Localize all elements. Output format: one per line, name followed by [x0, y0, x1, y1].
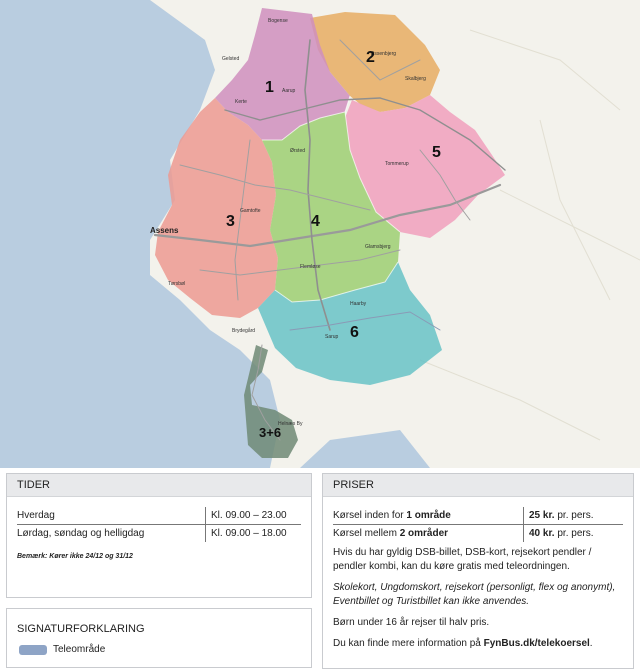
legend-title: SIGNATURFORKLARING [17, 623, 145, 635]
price-unit: pr. pers. [554, 528, 594, 539]
legend-swatch [19, 645, 47, 655]
more-info-end: . [589, 638, 593, 649]
divider [523, 525, 524, 542]
divider [205, 507, 206, 524]
zone-3-label: 3 [226, 213, 235, 230]
town-label: Tørsbøl [168, 281, 186, 287]
town-label: Glamsbjerg [365, 244, 391, 250]
zone-6-label: 6 [350, 324, 359, 341]
price-description [333, 510, 451, 521]
zone-1-label: 1 [265, 79, 274, 96]
priser-more-info [333, 637, 623, 651]
zone-4-label: 4 [311, 213, 320, 230]
tider-row-weekday [7, 507, 311, 524]
fynbus-link[interactable]: FynBus.dk/telekoersel [483, 638, 590, 649]
price-value [529, 528, 594, 539]
priser-excluded-text: Skolekort, Ungdomskort, rejsekort (personligt, flex og anonymt), Eventbillet og Turistbillet kan ikke anvendes. [333, 582, 616, 607]
priser-panel [322, 473, 634, 669]
price-amount: 40 kr. [529, 528, 555, 539]
town-label: Skalbjerg [405, 76, 426, 82]
price-description [333, 528, 448, 539]
tider-time: Kl. 09.00 – 18.00 [211, 528, 287, 539]
town-label: Brydegård [232, 328, 256, 334]
zone-5-label: 5 [432, 144, 441, 161]
price-value [529, 510, 594, 521]
tider-row-weekend [7, 525, 311, 542]
priser-children-text: Børn under 16 år rejser til halv pris. [333, 617, 490, 628]
priser-title: PRISER [323, 474, 633, 497]
town-label: Sarup [325, 334, 339, 340]
town-label-assens: Assens [150, 226, 179, 235]
town-label: Aarup [282, 88, 296, 94]
town-label: Haarby [350, 301, 367, 307]
tider-day: Lørdag, søndag og helligdag [17, 528, 145, 539]
price-desc-bold: 1 område [406, 510, 451, 521]
town-label: Bogense [268, 18, 288, 24]
tider-title: TIDER [7, 474, 311, 497]
legend-panel [6, 608, 312, 668]
legend-label: Teleområde [53, 644, 106, 655]
zone-3-6-label: 3+6 [259, 425, 282, 440]
price-desc-bold: 2 områder [399, 528, 449, 539]
more-info-text: Du kan finde mere information på [333, 638, 484, 649]
town-label: Helnæs By [278, 421, 303, 427]
priser-dsb-text: Hvis du har gyldig DSB-billet, DSB-kort, rejsekort pendler / pendler kombi, kan du køre gratis med teleordningen. [333, 547, 592, 572]
tider-time: Kl. 09.00 – 23.00 [211, 510, 287, 521]
zone-2-label: 2 [366, 49, 375, 66]
town-label: Vissenbjerg [370, 51, 397, 57]
price-unit: pr. pers. [554, 510, 594, 521]
town-label: Flemløse [300, 264, 321, 270]
divider [205, 525, 206, 542]
town-label: Gamtofte [240, 208, 261, 214]
priser-row-1-zone [323, 507, 633, 524]
divider [523, 507, 524, 524]
town-label: Tommerup [385, 161, 409, 167]
town-label: Ørsted [290, 148, 306, 154]
tider-panel [6, 473, 312, 598]
price-desc-text: Kørsel mellem [333, 528, 400, 539]
tider-note: Bemærk: Kører ikke 24/12 og 31/12 [17, 553, 133, 560]
price-desc-text: Kørsel inden for [333, 510, 407, 521]
price-amount: 25 kr. [529, 510, 555, 521]
town-label: Kerte [235, 99, 247, 105]
tider-day: Hverdag [17, 510, 55, 521]
priser-row-2-zones [323, 525, 633, 542]
town-label: Gelsted [222, 56, 240, 62]
